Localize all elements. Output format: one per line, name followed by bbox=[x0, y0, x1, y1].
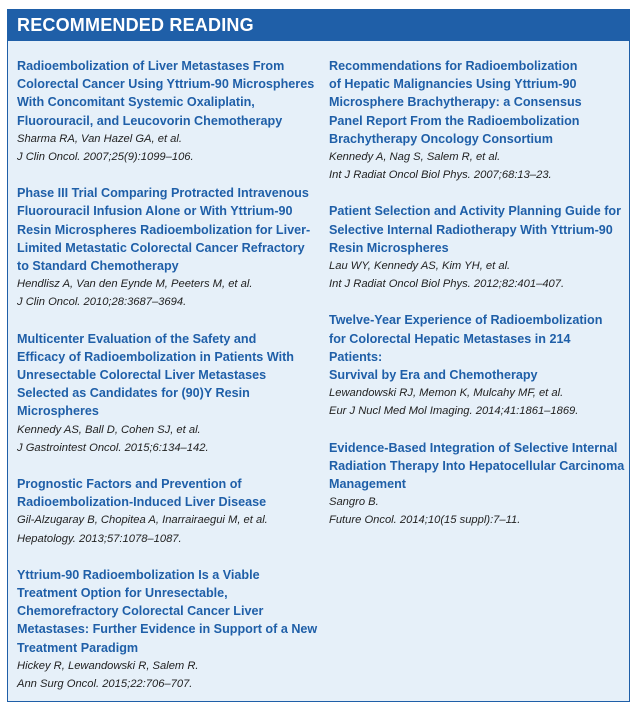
reference-title-line: Recommendations for Radioembolization bbox=[329, 59, 578, 73]
reference-citation: Future Oncol. 2014;10(15 suppl):7–11. bbox=[329, 514, 521, 527]
reference-authors: Sangro B. bbox=[329, 496, 379, 509]
reference-title-line: Selected as Candidates for (90)Y Resin bbox=[17, 386, 250, 401]
recommended-reading-panel bbox=[7, 9, 630, 702]
reference-title-link[interactable] bbox=[329, 311, 625, 384]
reference-title-line: Radioembolization of Liver Metastases From bbox=[17, 59, 285, 73]
reference-title-line: Limited Metastatic Colorectal Cancer Refractory bbox=[17, 240, 305, 255]
reference-title-link[interactable] bbox=[17, 57, 322, 130]
reference-title-line: Brachytherapy Oncology Consortium bbox=[329, 131, 553, 146]
reference-title-link[interactable] bbox=[17, 330, 322, 421]
reference-title-line: Chemorefractory Colorectal Cancer Liver bbox=[17, 604, 264, 619]
reference-title-line: Fluorouracil, and Leucovorin Chemotherapy bbox=[17, 113, 283, 128]
reference-title-line: Radiation Therapy Into Hepatocellular Carcinoma bbox=[329, 458, 625, 473]
reference-title-line: Survival by Era and Chemotherapy bbox=[329, 368, 538, 383]
reference-citation: Hepatology. 2013;57:1078–1087. bbox=[17, 532, 182, 545]
reference-title-link[interactable] bbox=[17, 475, 322, 511]
reference-title-line: Resin Microspheres bbox=[329, 240, 449, 255]
reference-title-line: Microspheres bbox=[17, 404, 99, 419]
reference-entry bbox=[329, 311, 625, 420]
reference-authors: Hendlisz A, Van den Eynde M, Peeters M, et al. bbox=[17, 278, 253, 291]
reference-title-line: Colorectal Cancer Using Yttrium-90 Microspheres bbox=[17, 77, 315, 92]
reference-title-link[interactable] bbox=[329, 439, 625, 494]
reference-citation: Eur J Nucl Med Mol Imaging. 2014;41:1861–1869. bbox=[329, 405, 579, 418]
reference-citation: Int J Radiat Oncol Biol Phys. 2007;68:13–23. bbox=[329, 169, 552, 182]
reference-title-line: of Hepatic Malignancies Using Yttrium-90 bbox=[329, 77, 577, 92]
reference-authors: Gil-Alzugaray B, Chopitea A, Inarrairaegui M, et al. bbox=[17, 514, 268, 527]
reference-entry bbox=[17, 475, 322, 548]
reference-authors: Lau WY, Kennedy AS, Kim YH, et al. bbox=[329, 260, 511, 273]
reference-entry bbox=[329, 202, 625, 293]
reference-title-link[interactable] bbox=[329, 57, 625, 148]
reference-title-line: Evidence-Based Integration of Selective Internal bbox=[329, 440, 618, 455]
reference-authors: Sharma RA, Van Hazel GA, et al. bbox=[17, 132, 182, 145]
reference-title-link[interactable] bbox=[17, 184, 322, 275]
reference-authors: Lewandowski RJ, Memon K, Mulcahy MF, et al. bbox=[329, 387, 564, 400]
reference-entry bbox=[17, 330, 322, 457]
reference-title-line: Patient Selection and Activity Planning Guide for bbox=[329, 204, 622, 219]
reference-title-line: Microsphere Brachytherapy: a Consensus bbox=[329, 95, 582, 110]
reference-citation: Ann Surg Oncol. 2015;22:706–707. bbox=[17, 678, 193, 691]
reference-authors: Kennedy A, Nag S, Salem R, et al. bbox=[329, 151, 501, 164]
reference-title-link[interactable] bbox=[329, 202, 625, 257]
reference-citation: J Gastrointest Oncol. 2015;6:134–142. bbox=[17, 441, 209, 454]
reference-title-line: Selective Internal Radiotherapy With Yttrium-90 bbox=[329, 222, 613, 237]
reference-title-line: Radioembolization-Induced Liver Disease bbox=[17, 495, 267, 510]
reference-title-line: Fluorouracil Infusion Alone or With Yttrium-90 bbox=[17, 204, 293, 219]
reference-title-line: Treatment Paradigm bbox=[17, 640, 139, 655]
reference-entry bbox=[17, 566, 322, 693]
reference-entry bbox=[329, 57, 625, 184]
reference-title-line: Metastases: Further Evidence in Support of a New bbox=[17, 622, 318, 637]
reference-title-line: for Colorectal Hepatic Metastases in 214 Patients: bbox=[329, 331, 571, 364]
reference-title-line: to Standard Chemotherapy bbox=[17, 259, 179, 274]
reference-authors: Hickey R, Lewandowski R, Salem R. bbox=[17, 659, 199, 672]
reference-authors: Kennedy AS, Ball D, Cohen SJ, et al. bbox=[17, 423, 201, 436]
reference-title-line: Yttrium-90 Radioembolization Is a Viable bbox=[17, 567, 260, 582]
reference-entry bbox=[17, 184, 322, 311]
reference-title-line: With Concomitant Systemic Oxaliplatin, bbox=[17, 95, 255, 110]
reference-title-line: Treatment Option for Unresectable, bbox=[17, 586, 228, 601]
reference-title-line: Management bbox=[329, 477, 406, 492]
panel-title: RECOMMENDED READING bbox=[17, 15, 254, 35]
reference-title-line: Unresectable Colorectal Liver Metastases bbox=[17, 368, 267, 383]
reference-citation: J Clin Oncol. 2010;28:3687–3694. bbox=[17, 296, 187, 309]
reference-title-line: Resin Microspheres Radioembolization for Liver- bbox=[17, 222, 311, 237]
reference-entry bbox=[17, 57, 322, 166]
reference-title-line: Efficacy of Radioembolization in Patients With bbox=[17, 349, 294, 364]
reference-citation: Int J Radiat Oncol Biol Phys. 2012;82:401–407. bbox=[329, 278, 565, 291]
left-column bbox=[17, 57, 322, 711]
right-column bbox=[329, 57, 625, 548]
reference-title-line: Twelve-Year Experience of Radioembolization bbox=[329, 313, 603, 328]
reference-title-line: Panel Report From the Radioembolization bbox=[329, 113, 580, 128]
reference-citation: J Clin Oncol. 2007;25(9):1099–106. bbox=[17, 151, 194, 164]
reference-title-line: Prognostic Factors and Prevention of bbox=[17, 477, 242, 492]
reference-entry bbox=[329, 439, 625, 530]
reference-title-line: Phase III Trial Comparing Protracted Intravenous bbox=[17, 186, 309, 201]
reference-title-line: Multicenter Evaluation of the Safety and bbox=[17, 331, 257, 346]
panel-header bbox=[8, 10, 629, 41]
reference-title-link[interactable] bbox=[17, 566, 322, 657]
